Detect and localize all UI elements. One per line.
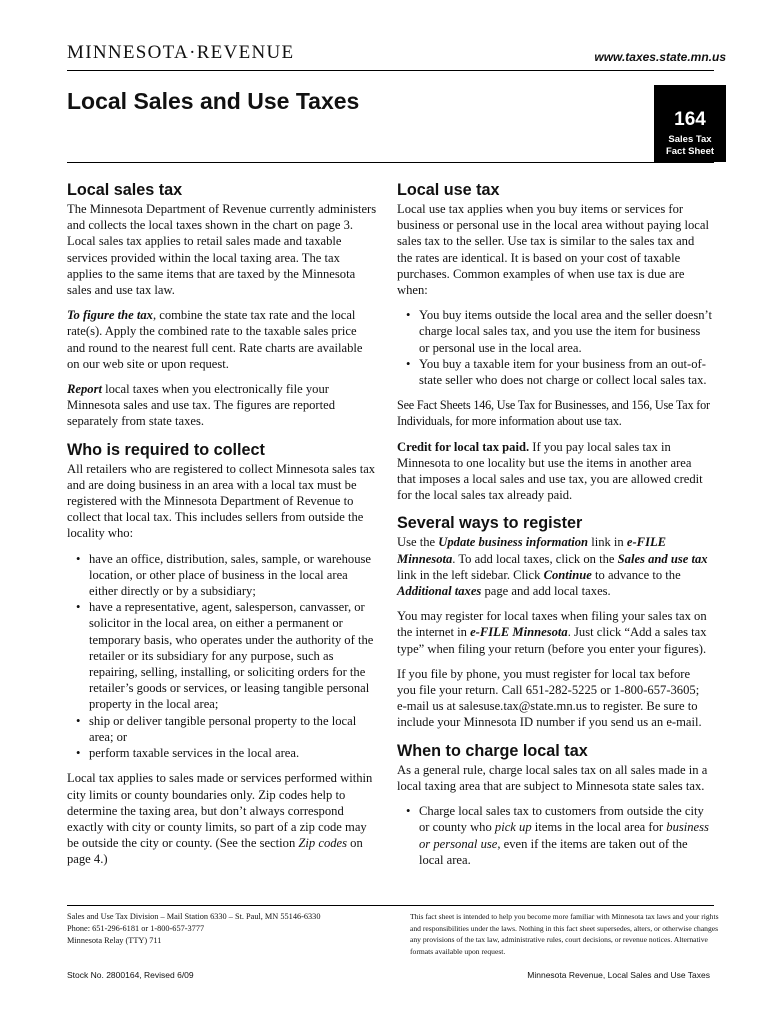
fact-sheet-number: 164 xyxy=(674,109,706,130)
paragraph: Credit for local tax paid. If you pay local sales tax in Minnesota to one locality but use the items in another area that imposes a local sales and use tax, you are allowed credit for the local sales tax already paid. xyxy=(397,439,703,503)
heading-when-to-charge: When to charge local tax xyxy=(397,741,588,760)
list-item: • You buy a taxable item for your business from an out-of-state seller who does not charge or collect local sales tax. xyxy=(409,356,712,388)
paragraph: Local tax applies to sales made or services performed within city limits or county boundaries only. Zip codes help to determine the taxing area, but don’t always correspond exactly with city or county limits, so part of a zip code may be outside the city or county. (See the section Zip codes on page 4.) xyxy=(67,771,373,867)
footer-page-title: Minnesota Revenue, Local Sales and Use Taxes xyxy=(527,970,710,980)
header-divider xyxy=(67,162,714,163)
lead-text: Report xyxy=(67,382,102,397)
paragraph: All retailers who are registered to collect Minnesota sales tax and are doing business in an area with a local tax must be registered with the Minnesota Department of Revenue to collect that local tax. This includes sellers from outside the locality who: xyxy=(67,461,376,541)
list-item: • ship or deliver tangible personal property to the local area; or xyxy=(79,713,377,745)
lead-text: To figure the tax xyxy=(67,308,153,323)
list-item: • perform taxable services in the local area. xyxy=(79,745,377,761)
paragraph: As a general rule, charge local sales tax on all sales made in a local taxing area that are subject to Minnesota state sales tax. xyxy=(397,762,708,793)
right-column xyxy=(397,179,712,877)
left-column xyxy=(67,179,377,877)
contact-phone: Phone: 651-296-6181 or 1-800-657-3777 xyxy=(67,924,205,933)
heading-local-use-tax: Local use tax xyxy=(397,181,500,199)
paragraph: You may register for local taxes when filing your sales tax on the internet in e-FILE Minnesota. Just click “Add a sales tax type” when filing your return (before you enter your figures). xyxy=(397,609,707,656)
paragraph: See Fact Sheets 146, Use Tax for Businesses, and 156, Use Tax for Individuals, for more information about use tax. xyxy=(397,398,710,429)
fact-sheet-badge xyxy=(654,85,726,162)
fact-sheet-label: Fact Sheet xyxy=(665,146,715,157)
footer-contact xyxy=(67,911,320,947)
heading-who-required: Who is required to collect xyxy=(67,440,265,459)
contact-address: Sales and Use Tax Division – Mail Station 6330 – St. Paul, MN 55146-6330 xyxy=(67,912,321,921)
brand-logo-text: MINNESOTA·REVENUE xyxy=(67,42,295,63)
bullet-list xyxy=(397,307,712,388)
paragraph: To figure the tax, combine the state tax rate and the local rate(s). Apply the combined rate to the taxable sales price and round to the nearest full cent. Rate charts are available on our web site or upon request. xyxy=(67,308,363,371)
bullet-list xyxy=(397,803,712,868)
website-url: www.taxes.state.mn.us xyxy=(594,50,726,64)
list-item: • Charge local sales tax to customers from outside the city or county who pick up items in the local area for business or personal use, even if the items are taken out of the local area. xyxy=(409,803,712,868)
paragraph: Local use tax applies when you buy items or services for business or personal use in the local area without paying local sales tax to the seller. Use tax is similar to the sales tax and the rates are identical. It is based on your cost of taxable purchases. Common examples of when use tax is due are when: xyxy=(397,202,709,298)
list-item: • have an office, distribution, sales, sample, or warehouse location, or other place of business in the local area either directly or by a subsidiary; xyxy=(79,551,377,600)
top-divider xyxy=(67,70,714,71)
page-title: Local Sales and Use Taxes xyxy=(67,88,360,114)
footer-divider xyxy=(67,905,714,906)
list-item: • have a representative, agent, salesperson, canvasser, or solicitor in the local area, on either a permanent or temporary basis, who operates under the authority of the retailer or its subsidiary for any purpose, such as repairing, selling, installing, or soliciting orders for the retailer’s goods or services, or leasing tangible personal property in the local area; xyxy=(79,599,377,712)
bullet-list xyxy=(67,551,377,762)
heading-several-ways-register: Several ways to register xyxy=(397,514,583,533)
contact-relay: Minnesota Relay (TTY) 711 xyxy=(67,936,162,945)
paragraph: The Minnesota Department of Revenue currently administers and collects the local taxes shown in the chart on page 3. Local sales tax applies to retail sales made and taxable services provided within the local taxing area. The tax applies to the same items that are taxed by the Minnesota sales and use tax law. xyxy=(67,202,377,298)
paragraph: Report local taxes when you electronically file your Minnesota sales and use tax. The figures are reported separately from state taxes. xyxy=(67,382,335,429)
stock-number: Stock No. 2800164, Revised 6/09 xyxy=(67,970,194,980)
paragraph: Use the Update business information link in e-FILE Minnesota. To add local taxes, click on the Sales and use tax link in the left sidebar. Click Continue to advance to the Additional taxes page and add local taxes. xyxy=(397,535,708,599)
footer-disclaimer: This fact sheet is intended to help you become more familiar with Minnesota tax laws and your rights and responsibilities under the laws. Nothing in this fact sheet supersedes, alters, or otherwise changes any provisions of the tax law, administrative rules, court decisions, or revenue notices. Alternative formats available upon request. xyxy=(410,912,719,956)
list-item: • You buy items outside the local area and the seller doesn’t charge local sales tax, and you use the item for business or personal use in the local area. xyxy=(409,307,712,356)
paragraph: If you file by phone, you must register for local tax before you file your return. Call 651-282-5225 or 1-800-657-3605; e-mail us at salesuse.tax@state.mn.us to register. Be sure to include your Minnesota ID number if you send us an e-mail. xyxy=(397,666,702,730)
heading-local-sales-tax: Local sales tax xyxy=(67,181,183,199)
fact-sheet-type: Sales Tax xyxy=(668,134,712,145)
